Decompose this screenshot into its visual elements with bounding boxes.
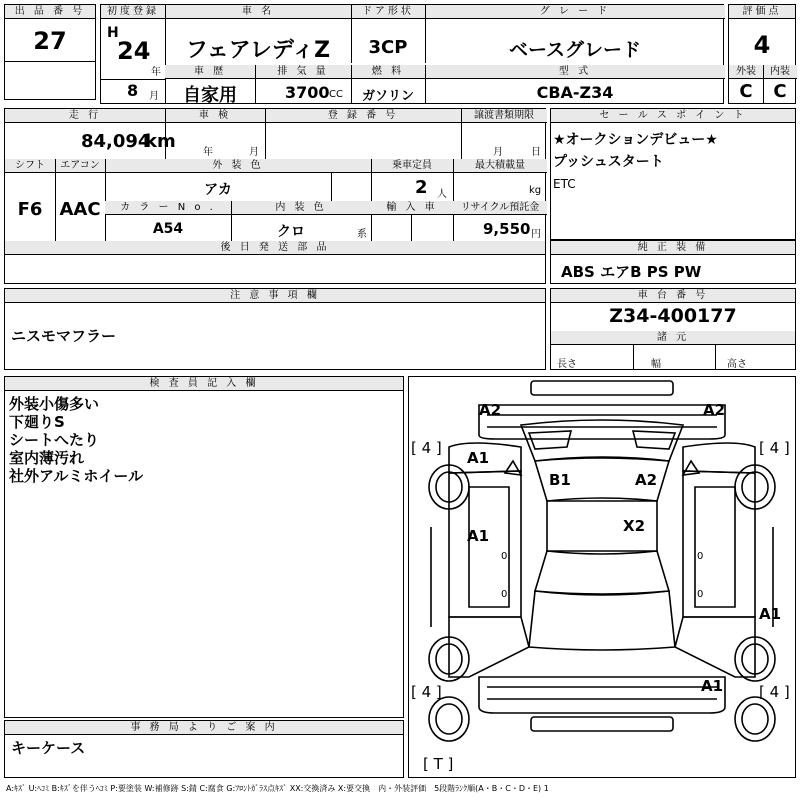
month-unit: 月 xyxy=(149,91,159,102)
sales-line-2: プッシュスタート xyxy=(553,154,664,170)
year-unit: 年 xyxy=(151,67,161,78)
car-history: 自家用 xyxy=(183,85,237,106)
spec-height: 高さ xyxy=(727,359,747,370)
spec-width: 幅 xyxy=(651,359,661,370)
mark-front-right: A2 xyxy=(703,401,726,419)
name-label: 車 名 xyxy=(165,5,351,19)
tread-1: 0 xyxy=(501,551,508,562)
transfer-month-unit: 月 xyxy=(493,147,503,158)
tire-front-left: [ 4 ] xyxy=(411,439,442,457)
office-text: キーケース xyxy=(11,739,86,757)
door-type: 3CP xyxy=(368,37,408,58)
sales-line-1: ★オークションデビュー★ xyxy=(553,132,718,148)
tire-rear-right: [ 4 ] xyxy=(759,683,790,701)
tire-rear-left: [ 4 ] xyxy=(411,683,442,701)
int-label: 内装 xyxy=(763,65,797,79)
mark-roof: X2 xyxy=(623,517,646,535)
mark-right-rear: A1 xyxy=(759,605,782,623)
lot-number: 27 xyxy=(33,27,67,55)
specs-label: 諸 元 xyxy=(551,331,795,345)
ext-grade: C xyxy=(739,81,753,102)
tire-front-right: [ 4 ] xyxy=(759,439,790,457)
office-box xyxy=(4,720,404,778)
interior-unit: 系 xyxy=(357,229,367,240)
mark-rear-right: A1 xyxy=(701,677,724,695)
recycle-unit: 円 xyxy=(531,229,541,240)
insp-year-unit: 年 xyxy=(203,147,213,158)
caution-text: ニスモマフラー xyxy=(11,327,117,345)
regno-label: 登 録 番 号 xyxy=(265,109,461,123)
mileage-unit: km xyxy=(145,131,176,152)
ext-color: アカ xyxy=(204,182,232,198)
equipment: ABS エアB PS PW xyxy=(561,263,702,281)
lot-label: 出 品 番 号 xyxy=(5,5,95,19)
shift-label: シフト xyxy=(5,159,55,173)
score: 4 xyxy=(753,31,771,59)
score-label: 評価点 xyxy=(729,5,795,19)
mark-front-left: A2 xyxy=(479,401,502,419)
car-diagram xyxy=(408,376,796,778)
lot-box xyxy=(4,4,96,100)
mark-left-door: A1 xyxy=(467,527,490,545)
mileage-label: 走 行 xyxy=(5,109,165,123)
ac: AAC xyxy=(59,199,101,220)
import-label: 輸 入 車 xyxy=(371,201,453,215)
caution-label: 注 意 事 項 欄 xyxy=(5,289,545,303)
car-diagram-drawing xyxy=(409,377,795,777)
equipment-box xyxy=(550,240,796,284)
interior-color: クロ xyxy=(277,224,305,240)
interior-label: 内 装 色 xyxy=(231,201,371,215)
tread-2: 0 xyxy=(697,551,704,562)
mileage-box xyxy=(4,108,546,284)
era: H xyxy=(107,25,119,41)
sales-points-box xyxy=(550,108,796,240)
score-box xyxy=(728,4,796,104)
mark-left-fender: A1 xyxy=(467,449,490,467)
tread-3: 0 xyxy=(501,589,508,600)
load-unit: kg xyxy=(529,185,542,196)
history-label: 車 歴 xyxy=(165,65,255,79)
reg-month: 8 xyxy=(127,81,139,100)
equipment-label: 純 正 装 備 xyxy=(551,241,795,255)
vehicle-box xyxy=(100,4,724,104)
displacement-unit: CC xyxy=(329,89,343,100)
transfer-day-unit: 日 xyxy=(531,147,541,158)
reg-label: 初度登録 xyxy=(101,5,165,19)
chassis-number: Z34-400177 xyxy=(609,305,737,327)
inspector-line-3: シートへたり xyxy=(9,431,100,449)
fuel: ガソリン xyxy=(361,89,414,104)
insp-month-unit: 月 xyxy=(249,147,259,158)
recycle-label: リサイクル預託金 xyxy=(453,201,547,215)
grade-label: グ レ ー ド xyxy=(425,5,725,19)
car-name: フェアレディZ xyxy=(185,38,331,63)
tread-4: 0 xyxy=(697,589,704,600)
color-number: A54 xyxy=(152,221,184,237)
grade: ベースグレード xyxy=(508,39,642,61)
inspector-line-2: 下廻りS xyxy=(9,413,65,431)
inspector-label: 検 査 員 記 入 欄 xyxy=(5,377,403,391)
load-label: 最大積載量 xyxy=(453,159,547,173)
sales-line-3: ETC xyxy=(553,177,576,191)
chassis-label: 車 台 番 号 xyxy=(551,289,795,303)
inspector-line-5: 社外アルミホイール xyxy=(9,467,144,485)
capacity: 2 xyxy=(415,177,428,198)
door-label: ドア形状 xyxy=(351,5,425,19)
inspector-line-4: 室内薄汚れ xyxy=(9,449,85,467)
displacement-label: 排 気 量 xyxy=(255,65,351,79)
capacity-unit: 人 xyxy=(437,189,447,200)
inspector-box xyxy=(4,376,404,718)
mark-hood-left: B1 xyxy=(549,471,571,489)
office-label: 事 務 局 よ り ご 案 内 xyxy=(5,721,403,735)
model-label: 型 式 xyxy=(425,65,725,79)
reg-year: 24 xyxy=(117,37,151,65)
shift: F6 xyxy=(17,199,43,220)
sales-label: セ ー ル ス ポ イ ン ト xyxy=(551,109,795,123)
fuel-label: 燃 料 xyxy=(351,65,425,79)
transfer-label: 譲渡書類期限 xyxy=(461,109,547,123)
displacement: 3700 xyxy=(285,83,330,102)
int-grade: C xyxy=(773,81,787,102)
inspector-line-1: 外装小傷多い xyxy=(9,395,100,413)
capacity-label: 乗車定員 xyxy=(371,159,453,173)
color-label: 外 装 色 xyxy=(105,159,371,173)
ext-label: 外装 xyxy=(729,65,763,79)
mark-hood-right: A2 xyxy=(635,471,658,489)
chassis-box xyxy=(550,288,796,370)
mileage: 84,094 xyxy=(81,131,151,152)
legend: A:ｷｽﾞ U:ﾍｺﾐ B:ｷｽﾞを伴うﾍｺﾐ P:要塗装 W:補修跡 S:錆 C:腐食 G:ﾌﾛﾝﾄｶﾞﾗｽ点ｷｽﾞ XX:交換済み X:要交換 内・外装評価 5段階ﾗﾝｸ順(A・B・C・D・E) 1 xyxy=(6,784,549,793)
parts-label: 後 日 発 送 部 品 xyxy=(5,241,545,255)
model: CBA-Z34 xyxy=(536,83,614,102)
colorno-label: カ ラ ー N o . xyxy=(105,201,231,215)
spare-tire: [ T ] xyxy=(423,755,454,773)
inspection-label: 車 検 xyxy=(165,109,265,123)
caution-box xyxy=(4,288,546,370)
spec-length: 長さ xyxy=(557,359,577,370)
ac-label: エアコン xyxy=(55,159,105,173)
recycle-fee: 9,550 xyxy=(483,220,531,238)
